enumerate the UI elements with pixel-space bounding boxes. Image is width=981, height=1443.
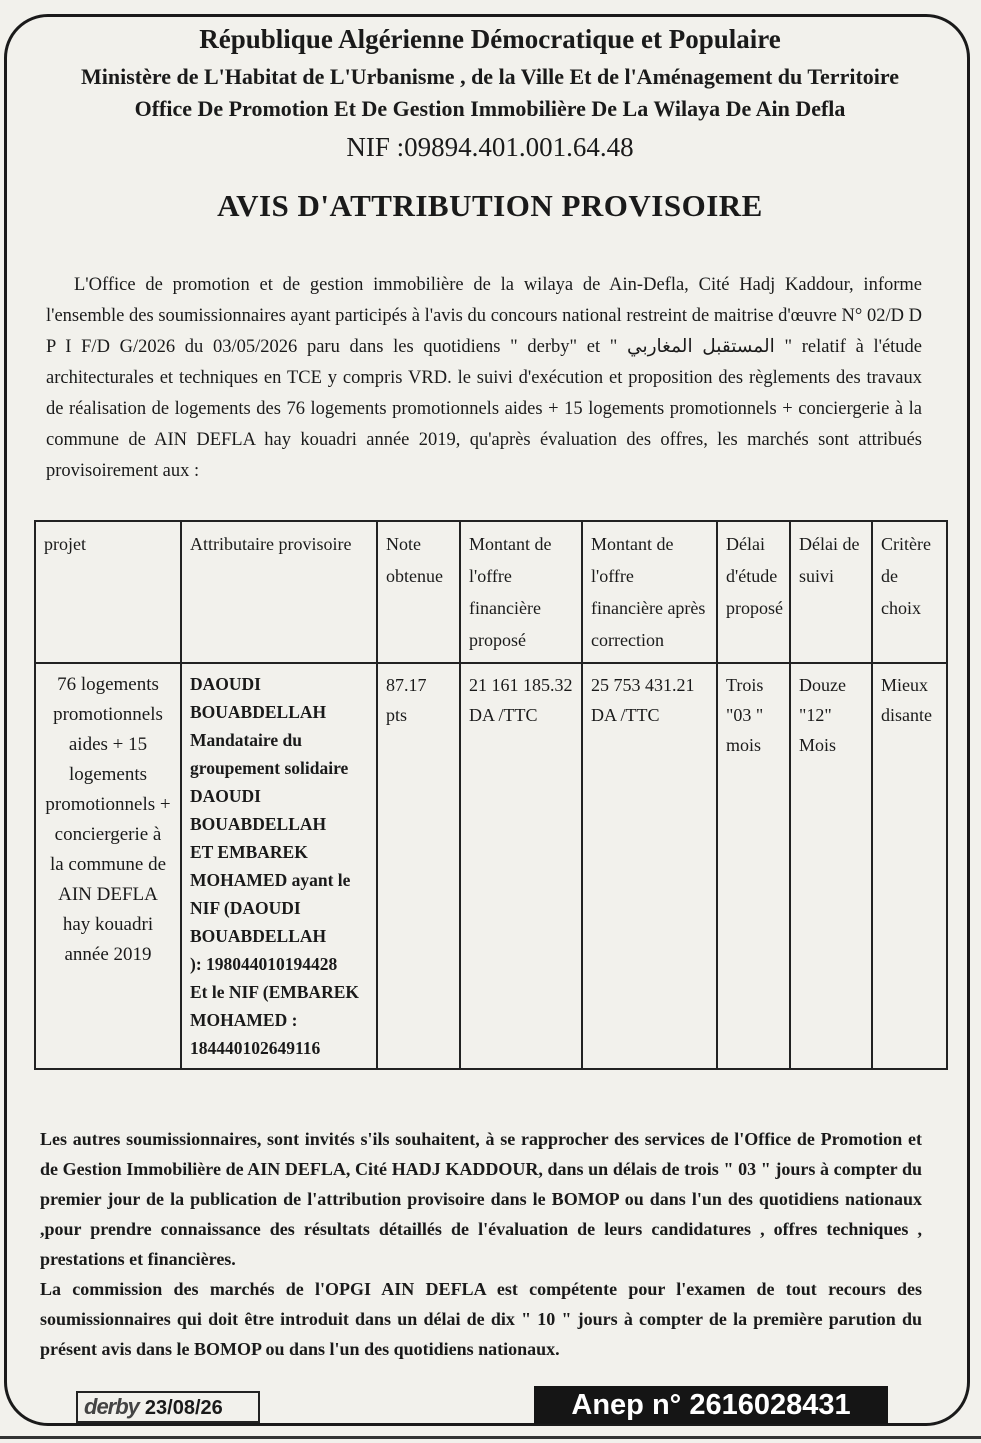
header-projet: projet: [35, 521, 181, 663]
projet-line: logements: [68, 764, 148, 785]
footer-publication-date: [76, 1391, 260, 1423]
notice-title: AVIS D'ATTRIBUTION PROVISOIRE: [217, 188, 763, 223]
anep-number-badge: Anep n° 2616028431: [534, 1386, 888, 1424]
attributaire-line: DAOUDI: [190, 786, 261, 806]
projet-line: conciergerie à: [54, 824, 162, 845]
header-delai-etude: Délai d'étude proposé: [717, 521, 790, 663]
cell-attributaire: [181, 663, 377, 1069]
attributaire-line: MOHAMED :: [190, 1010, 298, 1030]
header-attributaire: Attributaire provisoire: [181, 521, 377, 663]
table-header-row: [35, 521, 947, 663]
attributaire-line: 184440102649116: [190, 1038, 321, 1058]
header-nif: NIF :09894.401.001.64.48: [346, 132, 634, 162]
cell-projet: [35, 663, 181, 1069]
cell-delai-etude: Trois "03 " mois: [717, 663, 790, 1069]
header-critere: Critère de choix: [872, 521, 947, 663]
bottom-rule: [0, 1436, 981, 1439]
attributaire-line: ET EMBAREK: [190, 842, 308, 862]
header-montant-correction: Montant de l'offre financière après correction: [582, 521, 717, 663]
cell-note: 87.17 pts: [377, 663, 460, 1069]
intro-paragraph: L'Office de promotion et de gestion immobilière de la wilaya de Ain-Defla, Cité Hadj Kaddour, informe l'ensemble des soumissionnaires ayant participés à l'avis du concours national restreint de maitrise d'œuvre N° 02/D D P I F/D G/2026 du 03/05/2026 paru dans les quotidiens " derby" et " المستقبل المغاربي " relatif à l'étude architecturales et techniques en TCE y compris VRD. le suivi d'exécution et proposition des règlements des travaux de réalisation de logements des 76 logements promotionnels aides + 15 logements promotionnels + conciergerie à la commune de AIN DEFLA hay kouadri année 2019, qu'après évaluation des offres, les marchés sont attribués provisoirement aux :: [46, 275, 923, 481]
attributaire-line: Mandataire du: [190, 730, 302, 750]
attributaire-line: BOUABDELLAH: [190, 702, 327, 722]
header-republic: République Algérienne Démocratique et Populaire: [199, 24, 781, 54]
attributaire-line: BOUABDELLAH: [190, 926, 327, 946]
cell-delai-suivi: Douze "12" Mois: [790, 663, 872, 1069]
projet-line: hay kouadri: [62, 914, 154, 935]
projet-line: promotionnels: [53, 704, 163, 725]
results-table: [34, 520, 948, 1070]
attributaire-line: ): 198044010194428: [190, 954, 338, 974]
header-office: Office De Promotion Et De Gestion Immobilière De La Wilaya De Ain Defla: [134, 96, 846, 121]
closing-paragraph-1: Les autres soumissionnaires, sont invités s'ils souhaitent, à se rapprocher des services de l'Office de Promotion et de Gestion Immobilière de AIN DEFLA, Cité HADJ KADDOUR, dans un délais de trois " 03 " jours à compter du premier jour de la publication de l'attribution provisoire dans le BOMOP ou dans l'un des quotidiens nationaux ,pour prendre connaissance des résultats détaillés de l'évaluation de leurs candidatures , offres techniques , prestations et financières.: [40, 1129, 922, 1269]
attributaire-line: Et le NIF (EMBAREK: [190, 982, 359, 1002]
projet-line: 76 logements: [57, 674, 159, 695]
attributaire-line: DAOUDI: [190, 674, 261, 694]
header-montant-offre: Montant de l'offre financière proposé: [460, 521, 582, 663]
attributaire-line: NIF (DAOUDI: [190, 898, 301, 918]
closing-paragraph-2: La commission des marchés de l'OPGI AIN DEFLA est compétente pour l'examen de tout recours des soumissionnaires qui doit être introduit dans un délai de dix " 10 " jours à compter de la première parution du présent avis dans le BOMOP ou dans l'un des quotidiens nationaux.: [40, 1279, 922, 1359]
attributaire-line: MOHAMED ayant le: [190, 870, 351, 890]
header-delai-suivi: Délai de suivi: [790, 521, 872, 663]
projet-line: AIN DEFLA: [58, 884, 158, 905]
publication-date: 23/08/26: [144, 1397, 223, 1419]
cell-critere: Mieux disante: [872, 663, 947, 1069]
derby-logo: derby: [84, 1394, 139, 1419]
table-row: [35, 663, 947, 1069]
header-note: Note obtenue: [377, 521, 460, 663]
attributaire-line: BOUABDELLAH: [190, 814, 327, 834]
cell-montant-correction: 25 753 431.21 DA /TTC: [582, 663, 717, 1069]
projet-line: aides + 15: [68, 734, 148, 755]
projet-line: année 2019: [64, 944, 152, 965]
closing-text: [40, 1124, 922, 1364]
attributaire-line: groupement solidaire: [190, 758, 349, 778]
projet-line: la commune de: [49, 854, 167, 875]
cell-montant-offre: 21 161 185.32 DA /TTC: [460, 663, 582, 1069]
projet-line: promotionnels +: [45, 794, 171, 815]
header-ministry: Ministère de L'Habitat de L'Urbanisme , de la Ville Et de l'Aménagement du Territoire: [80, 64, 900, 89]
